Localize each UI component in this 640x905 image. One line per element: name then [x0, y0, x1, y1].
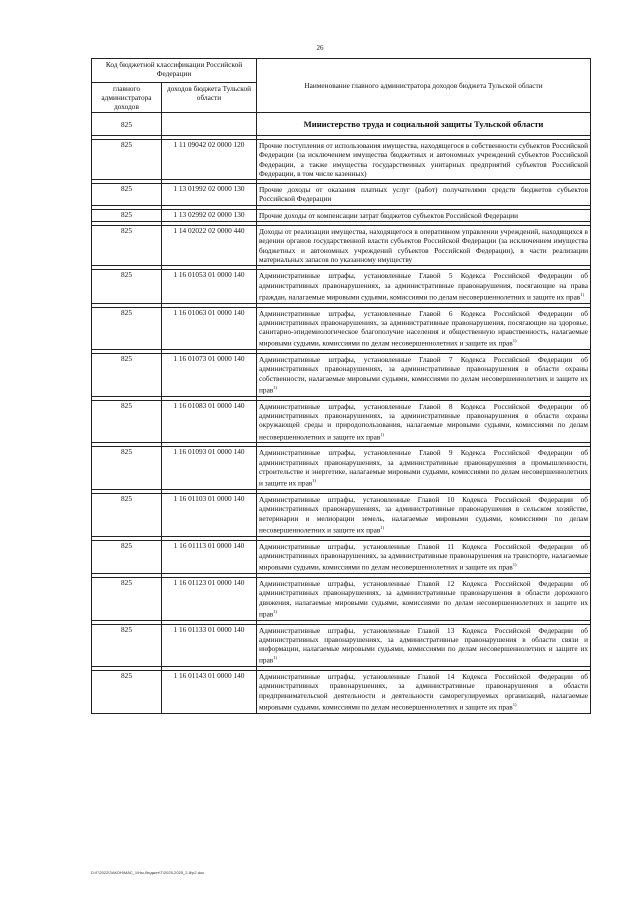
- revenue-name-text: Административные штрафы, установленные Главой 10 Кодекса Российской Федерации об административных правонарушениях, за административные правонарушения в сельском хозяйстве, ветеринарии и мелиорации земель, налагаемые мировыми судьями, комиссиями по делам несовершеннолетних и защите их прав: [259, 495, 589, 535]
- admin-code-cell: 825: [92, 184, 162, 206]
- admin-code-cell: 825: [92, 494, 162, 537]
- revenue-admin-table: [91, 58, 591, 714]
- table-row: [92, 209, 591, 221]
- revenue-code-cell: 1 16 01103 01 0000 140: [162, 494, 257, 537]
- revenue-code-cell: 1 13 01992 02 0000 130: [162, 184, 257, 206]
- section-title: Министерство труда и социальной защиты Тульской области: [257, 113, 591, 136]
- footnote-mark: 1): [512, 562, 517, 568]
- revenue-code-cell: 1 13 02992 02 0000 130: [162, 209, 257, 221]
- admin-code-cell: 825: [92, 307, 162, 350]
- name-column-header: Наименование главного администратора доходов бюджета Тульской области: [257, 59, 591, 113]
- revenue-name-cell: [257, 226, 591, 266]
- table-row: [92, 494, 591, 537]
- admin-code-cell: 825: [92, 209, 162, 221]
- revenue-name-text: Прочие доходы от компенсации затрат бюджетов субъектов Российской Федерации: [259, 210, 519, 220]
- revenue-code-cell: 1 16 01143 01 0000 140: [162, 671, 257, 714]
- revenue-name-cell: [257, 624, 591, 667]
- footnote-mark: 1): [273, 655, 278, 661]
- table-row: [92, 226, 591, 266]
- revenue-name-cell: [257, 400, 591, 443]
- revenue-name-cell: [257, 270, 591, 303]
- revenue-name-cell: [257, 354, 591, 397]
- section-row: [92, 113, 591, 136]
- table-row: [92, 354, 591, 397]
- revenue-column-header: доходов бюджета Тульской области: [162, 83, 257, 113]
- revenue-code-cell: 1 16 01133 01 0000 140: [162, 624, 257, 667]
- section-empty-cell: [162, 113, 257, 136]
- revenue-code-cell: 1 16 01123 01 0000 140: [162, 577, 257, 620]
- footnote-mark: 1): [312, 478, 317, 484]
- table-row: [92, 540, 591, 573]
- admin-code-cell: 825: [92, 226, 162, 266]
- admin-code-cell: 825: [92, 540, 162, 573]
- admin-column-header: главного администратора доходов: [92, 83, 162, 113]
- admin-code-cell: 825: [92, 624, 162, 667]
- revenue-name-text: Административные штрафы, установленные Главой 5 Кодекса Российской Федерации об административных правонарушениях, за административные правонарушения, посягающие на права граждан, налагаемые мировыми судьями, комиссиями по делам несовершеннолетних и защите их прав: [259, 271, 589, 302]
- table-row: [92, 447, 591, 490]
- table-row: [92, 624, 591, 667]
- revenue-name-cell: [257, 209, 591, 221]
- admin-code-cell: 825: [92, 577, 162, 620]
- revenue-name-text: Доходы от реализации имущества, находящегося в оперативном управлении учреждений, находящихся в ведении органов государственной власти субъектов Российской Федерации (за исключением имущества бюджетных и автономных учреждений субъектов Российской Федерации), в части реализации материальных запасов по указанному имуществу: [259, 227, 589, 264]
- section-admin-code: 825: [92, 113, 162, 136]
- page-number: 26: [316, 44, 324, 52]
- revenue-name-text: Административные штрафы, установленные Главой 11 Кодекса Российской Федерации об административных правонарушениях, за административные правонарушения на транспорте, налагаемые мировыми судьями, комиссиями по делам несовершеннолетних и защите их прав: [259, 541, 589, 572]
- revenue-name-text: Административные штрафы, установленные Главой 8 Кодекса Российской Федерации об административных правонарушениях, за административные правонарушения в области охраны окружающей среды и природопользования, налагаемые мировыми судьями, комиссиями по делам несовершеннолетних и защите их прав: [259, 401, 589, 442]
- table-row: [92, 671, 591, 714]
- revenue-name-text: Административные штрафы, установленные Главой 9 Кодекса Российской Федерации об административных правонарушениях, за административные правонарушения в промышленности, строительстве и энергетике, налагаемые мировыми судьями, комиссиями по делам несовершеннолетних и защите их прав: [259, 448, 589, 488]
- revenue-code-cell: 1 16 01073 01 0000 140: [162, 354, 257, 397]
- admin-code-cell: 825: [92, 447, 162, 490]
- revenue-name-cell: [257, 140, 591, 180]
- revenue-name-cell: [257, 494, 591, 537]
- revenue-name-text: Административные штрафы, установленные Главой 14 Кодекса Российской Федерации об административных правонарушениях, за административные правонарушения в области предпринимательской деятельности и деятельности саморегулируемых организаций, налагаемые мировыми судьями, комиссиями по делам несовершеннолетних и защите их прав: [259, 672, 589, 712]
- revenue-name-text: Административные штрафы, установленные Главой 12 Кодекса Российской Федерации об административных правонарушениях, за административные правонарушения в области дорожного движения, налагаемые мировыми судьями, комиссиями по делам несовершеннолетних и защите их прав: [259, 578, 589, 619]
- code-group-header: Код бюджетной классификации Российской Федерации: [92, 59, 257, 83]
- table-row: [92, 270, 591, 303]
- revenue-name-text: Прочие поступления от использования имущества, находящегося в собственности субъектов Российской Федерации (за исключением имущества бюджетных и автономных учреждений субъектов Российской Федерации, а также имущества государственных унитарных предприятий субъектов Российской Федерации, в том числе казенных): [259, 141, 589, 178]
- revenue-name-cell: [257, 540, 591, 573]
- revenue-code-cell: 1 16 01083 01 0000 140: [162, 400, 257, 443]
- admin-code-cell: 825: [92, 400, 162, 443]
- revenue-name-cell: [257, 671, 591, 714]
- table-row: [92, 140, 591, 180]
- table-row: [92, 577, 591, 620]
- revenue-name-text: Административные штрафы, установленные Главой 13 Кодекса Российской Федерации об административных правонарушениях, за административные правонарушения в области связи и информации, налагаемые мировыми судьями, комиссиями по делам несовершеннолетних и защите их прав: [259, 625, 589, 665]
- revenue-name-text: Административные штрафы, установленные Главой 7 Кодекса Российской Федерации об административных правонарушениях, за административные правонарушения в области охраны собственности, налагаемые мировыми судьями, комиссиями по делам несовершеннолетних и защите их прав: [259, 355, 589, 395]
- admin-code-cell: 825: [92, 354, 162, 397]
- revenue-code-cell: 1 11 09042 02 0000 120: [162, 140, 257, 180]
- revenue-code-cell: 1 16 01093 01 0000 140: [162, 447, 257, 490]
- footnote-mark: 1): [273, 608, 278, 614]
- footnote-mark: 1): [380, 524, 385, 530]
- admin-code-cell: 825: [92, 140, 162, 180]
- revenue-name-cell: [257, 447, 591, 490]
- footnote-mark: 1): [512, 338, 517, 344]
- revenue-name-text: Прочие доходы от оказания платных услуг (работ) получателями средств бюджетов субъектов Российской Федерации: [259, 185, 589, 204]
- footnote-mark: 1): [580, 291, 585, 297]
- table-row: [92, 307, 591, 350]
- revenue-code-cell: 1 16 01063 01 0000 140: [162, 307, 257, 350]
- footnote-mark: 1): [512, 702, 517, 708]
- revenue-name-cell: [257, 577, 591, 620]
- revenue-name-cell: [257, 307, 591, 350]
- table-row: [92, 184, 591, 206]
- admin-code-cell: 825: [92, 270, 162, 303]
- footnote-mark: 1): [273, 385, 278, 391]
- revenue-name-text: Административные штрафы, установленные Главой 6 Кодекса Российской Федерации об административных правонарушениях, за административные правонарушения, посягающие на здоровье, санитарно-эпидемиологическое благополучие населения и общественную нравственность, налагаемые мировыми судьями, комиссиями по делам несовершеннолетних и защите их прав: [259, 308, 589, 348]
- revenue-code-cell: 1 16 01053 01 0000 140: [162, 270, 257, 303]
- revenue-name-cell: [257, 184, 591, 206]
- table-row: [92, 400, 591, 443]
- revenue-code-cell: 1 16 01113 01 0000 140: [162, 540, 257, 573]
- footnote-mark: 1): [380, 431, 385, 437]
- file-path-footer: D:\Г\2022\ЗАКОН\МАС_1\Ны,бюджет\Т\2025-2025_2-й\р2.doc: [91, 870, 205, 875]
- admin-code-cell: 825: [92, 671, 162, 714]
- revenue-code-cell: 1 14 02022 02 0000 440: [162, 226, 257, 266]
